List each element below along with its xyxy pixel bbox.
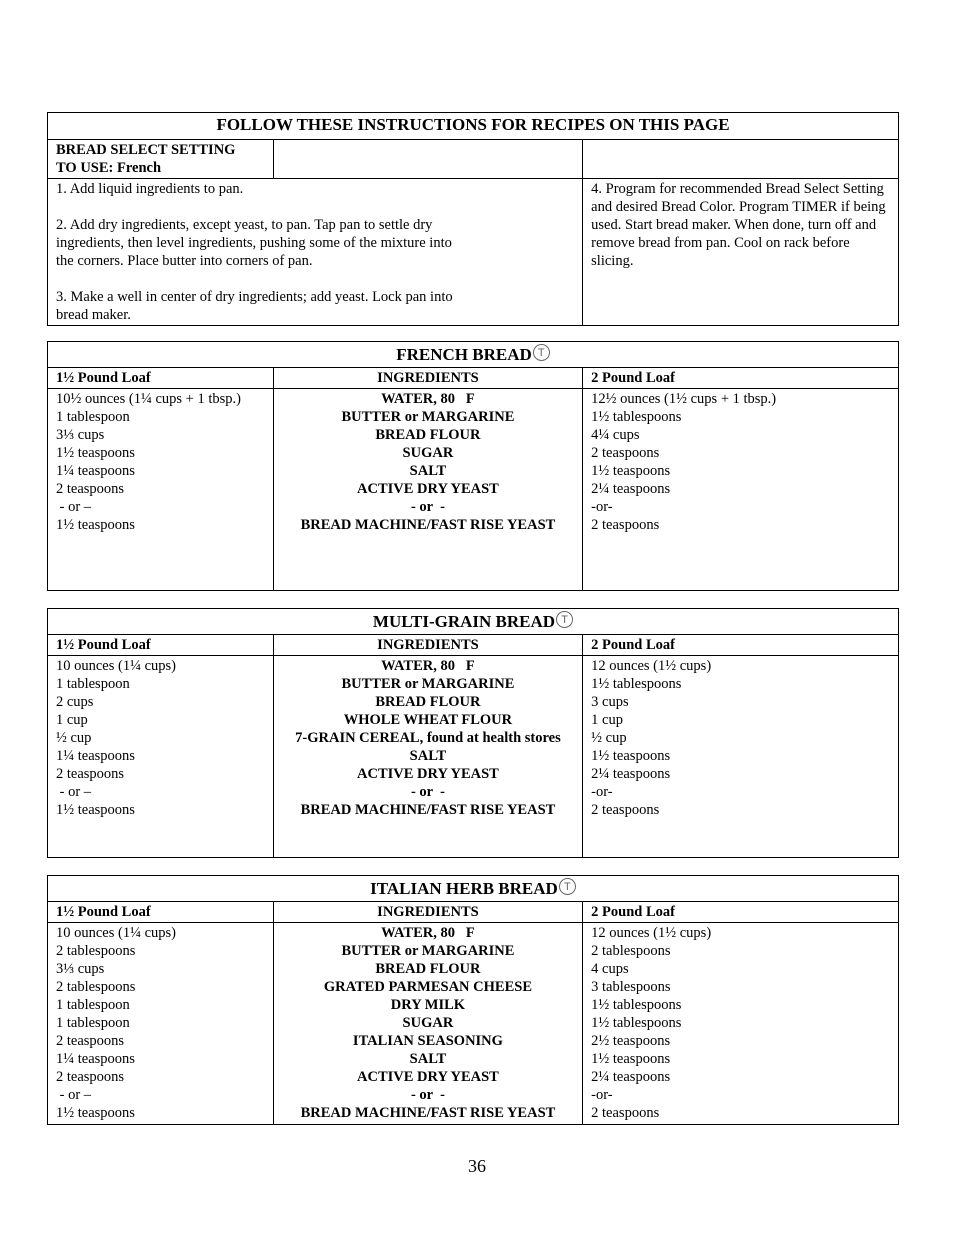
amount: 1½ tablespoons xyxy=(591,997,682,1013)
ingredient: BREAD MACHINE/FAST RISE YEAST xyxy=(300,802,556,818)
page-number: 36 xyxy=(468,1156,486,1176)
small-loaf-amounts xyxy=(48,923,274,1125)
setting-empty-cell-1 xyxy=(273,140,582,179)
col-header-ingredients: INGREDIENTS xyxy=(273,368,582,389)
step-2: 2. Add dry ingredients, except yeast, to pan. Tap pan to settle dry ingredients, then level ingredients, pushing some of the mixture into the corners. Place butter into corners of pan. xyxy=(56,217,452,269)
amount: 2¼ teaspoons xyxy=(591,1069,671,1085)
amount: -or- xyxy=(591,1087,613,1103)
amount: 1½ teaspoons xyxy=(591,748,671,764)
ingredient: GRATED PARMESAN CHEESE xyxy=(323,979,532,995)
step-4: 4. Program for recommended Bread Select Setting and desired Bread Color. Program TIMER if being used. Start bread maker. When done, turn off and remove bread from pan. Cool on rack before slicing. xyxy=(583,179,899,326)
recipe-title: ITALIAN HERB BREAD xyxy=(370,879,558,898)
amount: 2 tablespoons xyxy=(56,943,136,959)
amount: 1 tablespoon xyxy=(56,1015,130,1031)
amount: 1¼ teaspoons xyxy=(56,463,135,479)
ingredient: WATER, 80 F xyxy=(381,391,475,407)
ingredient: SALT xyxy=(409,1051,447,1067)
ingredients-list xyxy=(273,656,582,858)
step-3: 3. Make a well in center of dry ingredients; add yeast. Lock pan into bread maker. xyxy=(56,289,453,323)
amount: 4 cups xyxy=(591,961,629,977)
large-loaf-amounts xyxy=(583,656,899,858)
amount: 1½ tablespoons xyxy=(591,409,682,425)
ingredient: ITALIAN SEASONING xyxy=(352,1033,503,1049)
amount: 2 teaspoons xyxy=(591,1105,660,1121)
recipe-french-bread xyxy=(47,341,899,591)
ingredient: WATER, 80 F xyxy=(381,658,475,674)
amount: -or- xyxy=(591,499,613,515)
ingredient: WATER, 80 F xyxy=(381,925,475,941)
large-loaf-amounts xyxy=(583,389,899,591)
ingredient: - or - xyxy=(410,784,445,800)
amount: 12½ ounces (1½ cups + 1 tbsp.) xyxy=(591,391,777,407)
amount: 1½ teaspoons xyxy=(591,463,671,479)
amount: 2 teaspoons xyxy=(591,517,660,533)
bread-select-setting xyxy=(48,140,274,179)
ingredient: SALT xyxy=(409,748,447,764)
amount: 1½ tablespoons xyxy=(591,676,682,692)
amount: 3⅓ cups xyxy=(56,961,105,977)
amount: 2¼ teaspoons xyxy=(591,766,671,782)
recipe-italian-herb-bread xyxy=(47,875,899,1125)
amount: 1½ teaspoons xyxy=(56,445,135,461)
amount: 3 tablespoons xyxy=(591,979,671,995)
col-header-large: 2 Pound Loaf xyxy=(583,902,899,923)
amount: 1½ tablespoons xyxy=(591,1015,682,1031)
col-header-small: 1½ Pound Loaf xyxy=(48,368,274,389)
ingredient: BUTTER or MARGARINE xyxy=(341,409,515,425)
amount: 12 ounces (1½ cups) xyxy=(591,658,712,674)
ingredient: BREAD FLOUR xyxy=(375,961,481,977)
setting-empty-cell-2 xyxy=(583,140,899,179)
recipe-title: MULTI-GRAIN BREAD xyxy=(372,612,556,631)
amount: 1¼ teaspoons xyxy=(56,748,135,764)
timer-icon: T xyxy=(559,878,576,895)
ingredient: ACTIVE DRY YEAST xyxy=(357,1069,499,1085)
timer-icon: T xyxy=(556,611,573,628)
amount: 3 cups xyxy=(591,694,629,710)
amount: 1 cup xyxy=(56,712,88,728)
amount: 2 teaspoons xyxy=(56,1069,125,1085)
amount: 12 ounces (1½ cups) xyxy=(591,925,712,941)
small-loaf-amounts xyxy=(48,389,274,591)
small-loaf-amounts xyxy=(48,656,274,858)
col-header-ingredients: INGREDIENTS xyxy=(273,635,582,656)
ingredient: ACTIVE DRY YEAST xyxy=(357,766,499,782)
amount: 1½ teaspoons xyxy=(56,1105,135,1121)
amount: -or- xyxy=(591,784,613,800)
amount: 2 teaspoons xyxy=(591,802,660,818)
ingredient: ACTIVE DRY YEAST xyxy=(357,481,499,497)
ingredient: BUTTER or MARGARINE xyxy=(341,943,515,959)
amount: 1 cup xyxy=(591,712,623,728)
instructions-heading: FOLLOW THESE INSTRUCTIONS FOR RECIPES ON THIS PAGE xyxy=(48,113,899,140)
amount: 2½ teaspoons xyxy=(591,1033,671,1049)
amount: ½ cup xyxy=(591,730,627,746)
ingredient: DRY MILK xyxy=(390,997,466,1013)
amount: 1½ teaspoons xyxy=(56,802,135,818)
amount: 1 tablespoon xyxy=(56,676,130,692)
steps-1-3 xyxy=(48,179,583,326)
ingredient: BREAD FLOUR xyxy=(375,427,481,443)
amount: 2 cups xyxy=(56,694,94,710)
recipe-title-cell xyxy=(48,342,899,368)
amount: 2¼ teaspoons xyxy=(591,481,671,497)
instructions-table xyxy=(47,112,899,326)
col-header-large: 2 Pound Loaf xyxy=(583,635,899,656)
col-header-small: 1½ Pound Loaf xyxy=(48,902,274,923)
amount: - or – xyxy=(56,499,92,515)
ingredient: BREAD FLOUR xyxy=(375,694,481,710)
recipe-title-cell xyxy=(48,609,899,635)
amount: 2 tablespoons xyxy=(56,979,136,995)
ingredients-list xyxy=(273,923,582,1125)
ingredient: BUTTER or MARGARINE xyxy=(341,676,515,692)
amount: 3⅓ cups xyxy=(56,427,105,443)
setting-line-1: BREAD SELECT SETTING xyxy=(56,142,236,158)
amount: - or – xyxy=(56,784,92,800)
large-loaf-amounts xyxy=(583,923,899,1125)
amount: ½ cup xyxy=(56,730,92,746)
amount: 2 teaspoons xyxy=(591,445,660,461)
col-header-large: 2 Pound Loaf xyxy=(583,368,899,389)
ingredient: SUGAR xyxy=(402,445,454,461)
ingredient: WHOLE WHEAT FLOUR xyxy=(343,712,513,728)
amount: 2 teaspoons xyxy=(56,481,125,497)
amount: 1 tablespoon xyxy=(56,997,130,1013)
ingredient: SALT xyxy=(409,463,447,479)
recipe-multi-grain-bread xyxy=(47,608,899,858)
col-header-ingredients: INGREDIENTS xyxy=(273,902,582,923)
amount: 2 tablespoons xyxy=(591,943,671,959)
amount: - or – xyxy=(56,1087,92,1103)
ingredients-list xyxy=(273,389,582,591)
amount: 1½ teaspoons xyxy=(56,517,135,533)
amount: 2 teaspoons xyxy=(56,1033,125,1049)
amount: 10 ounces (1¼ cups) xyxy=(56,925,177,941)
step-1: 1. Add liquid ingredients to pan. xyxy=(56,181,244,197)
recipe-title-cell xyxy=(48,876,899,902)
amount: 1½ teaspoons xyxy=(591,1051,671,1067)
amount: 1¼ teaspoons xyxy=(56,1051,135,1067)
amount: 2 teaspoons xyxy=(56,766,125,782)
ingredient: - or - xyxy=(410,499,445,515)
ingredient: BREAD MACHINE/FAST RISE YEAST xyxy=(300,517,556,533)
amount: 1 tablespoon xyxy=(56,409,130,425)
amount: 10 ounces (1¼ cups) xyxy=(56,658,177,674)
amount: 4¼ cups xyxy=(591,427,640,443)
setting-line-2: TO USE: French xyxy=(56,160,162,176)
ingredient: SUGAR xyxy=(402,1015,454,1031)
recipe-title: FRENCH BREAD xyxy=(396,345,532,364)
ingredient: BREAD MACHINE/FAST RISE YEAST xyxy=(300,1105,556,1121)
ingredient: - or - xyxy=(410,1087,445,1103)
amount: 10½ ounces (1¼ cups + 1 tbsp.) xyxy=(56,391,241,407)
col-header-small: 1½ Pound Loaf xyxy=(48,635,274,656)
timer-icon: T xyxy=(533,344,550,361)
ingredient: 7-GRAIN CEREAL, found at health stores xyxy=(295,730,561,746)
